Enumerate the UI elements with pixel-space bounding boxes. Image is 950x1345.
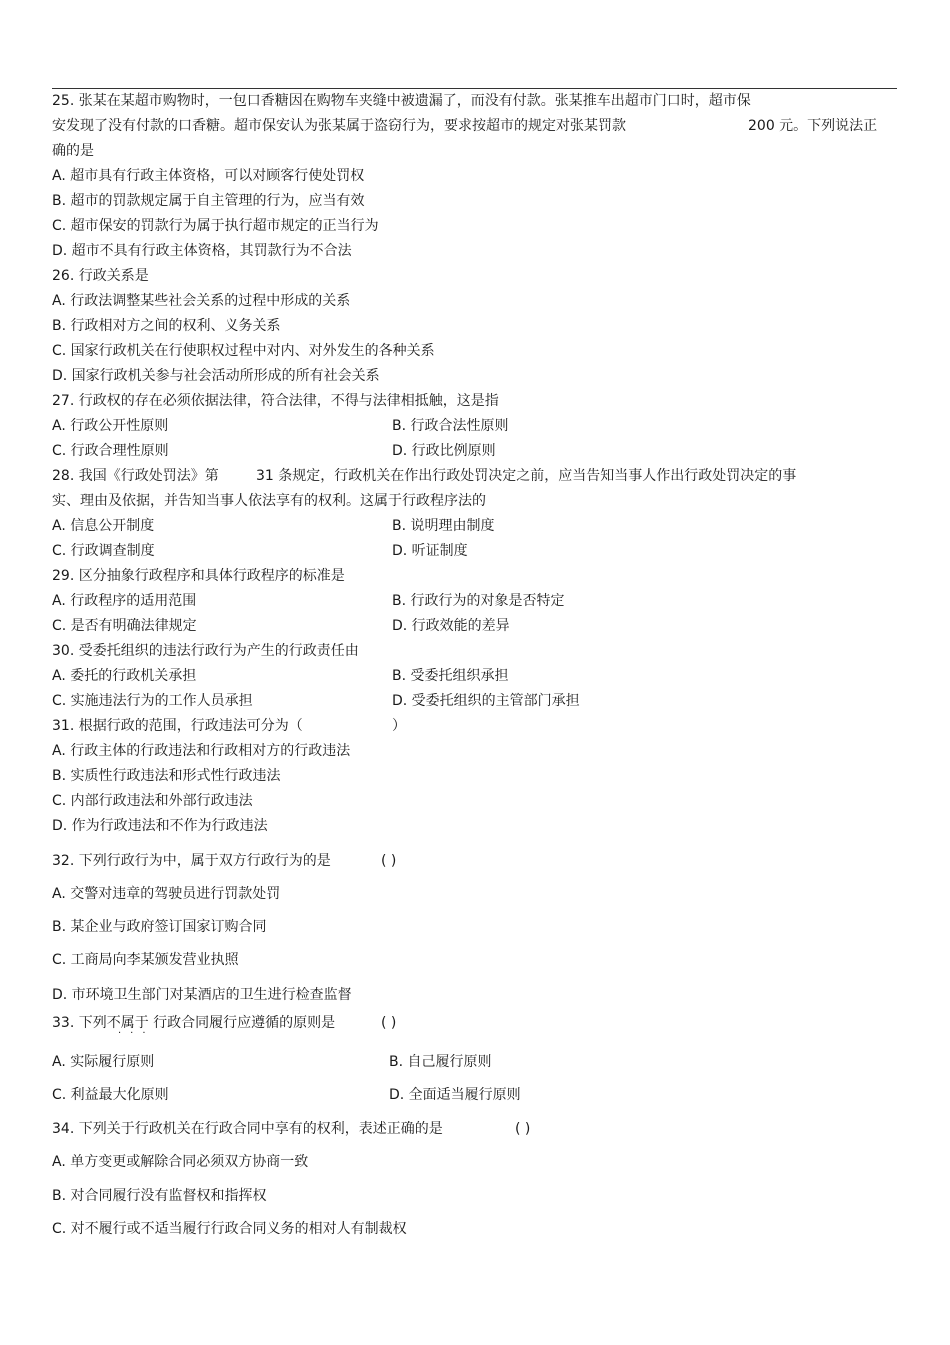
q32-option-b: B. 某企业与政府签订国家订购合同	[52, 919, 267, 935]
top-rule	[52, 88, 897, 89]
q34-option-c: C. 对不履行或不适当履行行政合同义务的相对人有制裁权	[52, 1221, 407, 1237]
q28-stem-line2: 实、理由及依据，并告知当事人依法享有的权利。这属于行政程序法的	[52, 493, 486, 509]
q28-option-c: C. 行政调查制度	[52, 543, 155, 559]
q27-option-c: C. 行政合理性原则	[52, 443, 169, 459]
q31-answer-paren: ）	[392, 718, 406, 734]
q25-option-d: D. 超市不具有行政主体资格，其罚款行为不合法	[52, 243, 352, 259]
q30-option-b: B. 受委托组织承担	[392, 668, 509, 684]
q32-answer-paren: ( )	[381, 853, 397, 869]
q33-option-d: D. 全面适当履行原则	[389, 1087, 521, 1103]
q29-option-d: D. 行政效能的差异	[392, 618, 510, 634]
q30-option-a: A. 委托的行政机关承担	[52, 668, 197, 684]
q33-answer-paren: ( )	[381, 1015, 397, 1031]
q25-stem-line1: 25. 张某在某超市购物时，一包口香糖因在购物车夹缝中被遗漏了，而没有付款。张某推车出超市门口时，超市保	[52, 93, 751, 109]
q32-option-d: D. 市环境卫生部门对某酒店的卫生进行检查监督	[52, 987, 352, 1003]
q31-option-c: C. 内部行政违法和外部行政违法	[52, 793, 253, 809]
q31-option-b: B. 实质性行政违法和形式性行政违法	[52, 768, 281, 784]
q33-stem: 33. 下列不属于 行政合同履行应遵循的原则是	[52, 1015, 336, 1031]
q27-option-a: A. 行政公开性原则	[52, 418, 169, 434]
q28-option-b: B. 说明理由制度	[392, 518, 495, 534]
q28-stem-line1: 28. 我国《行政处罚法》第	[52, 468, 219, 484]
q32-option-c: C. 工商局向李某颁发营业执照	[52, 952, 239, 968]
q32-option-a: A. 交警对违章的驾驶员进行罚款处罚	[52, 886, 281, 902]
q30-option-d: D. 受委托组织的主管部门承担	[392, 693, 580, 709]
q28-option-d: D. 听证制度	[392, 543, 468, 559]
q26-option-a: A. 行政法调整某些社会关系的过程中形成的关系	[52, 293, 351, 309]
q33-option-b: B. 自己履行原则	[389, 1054, 492, 1070]
q31-stem: 31. 根据行政的范围，行政违法可分为（	[52, 718, 303, 734]
q31-option-d: D. 作为行政违法和不作为行政违法	[52, 818, 268, 834]
q34-stem: 34. 下列关于行政机关在行政合同中享有的权利，表述正确的是	[52, 1121, 443, 1137]
q29-option-c: C. 是否有明确法律规定	[52, 618, 197, 634]
q25-stem-line2: 安发现了没有付款的口香糖。超市保安认为张某属于盗窃行为，要求按超市的规定对张某罚款	[52, 118, 626, 134]
q25-stem-line2-end: 200 元。下列说法正	[748, 118, 878, 134]
q25-option-a: A. 超市具有行政主体资格，可以对顾客行使处罚权	[52, 168, 365, 184]
q27-stem: 27. 行政权的存在必须依据法律，符合法律，不得与法律相抵触，这是指	[52, 393, 499, 409]
q34-option-b: B. 对合同履行没有监督权和指挥权	[52, 1188, 267, 1204]
q25-stem-line3: 确的是	[52, 143, 94, 159]
q33-emphasis-dots: ···	[118, 1028, 155, 1039]
q29-option-a: A. 行政程序的适用范围	[52, 593, 197, 609]
q33-option-a: A. 实际履行原则	[52, 1054, 155, 1070]
q29-stem: 29. 区分抽象行政程序和具体行政程序的标准是	[52, 568, 345, 584]
q34-answer-paren: ( )	[515, 1121, 531, 1137]
q26-option-b: B. 行政相对方之间的权利、义务关系	[52, 318, 281, 334]
q30-stem: 30. 受委托组织的违法行政行为产生的行政责任由	[52, 643, 359, 659]
q25-option-c: C. 超市保安的罚款行为属于执行超市规定的正当行为	[52, 218, 379, 234]
q30-option-c: C. 实施违法行为的工作人员承担	[52, 693, 253, 709]
q25-option-b: B. 超市的罚款规定属于自主管理的行为，应当有效	[52, 193, 365, 209]
q28-option-a: A. 信息公开制度	[52, 518, 155, 534]
q33-option-c: C. 利益最大化原则	[52, 1087, 169, 1103]
q26-stem: 26. 行政关系是	[52, 268, 149, 284]
q32-stem: 32. 下列行政行为中，属于双方行政行为的是	[52, 853, 331, 869]
q31-option-a: A. 行政主体的行政违法和行政相对方的行政违法	[52, 743, 351, 759]
q27-option-b: B. 行政合法性原则	[392, 418, 509, 434]
q27-option-d: D. 行政比例原则	[392, 443, 496, 459]
q26-option-c: C. 国家行政机关在行使职权过程中对内、对外发生的各种关系	[52, 343, 435, 359]
q26-option-d: D. 国家行政机关参与社会活动所形成的所有社会关系	[52, 368, 380, 384]
q28-stem-line1-end: 31 条规定，行政机关在作出行政处罚决定之前，应当告知当事人作出行政处罚决定的事	[256, 468, 797, 484]
q34-option-a: A. 单方变更或解除合同必须双方协商一致	[52, 1154, 309, 1170]
q29-option-b: B. 行政行为的对象是否特定	[392, 593, 565, 609]
